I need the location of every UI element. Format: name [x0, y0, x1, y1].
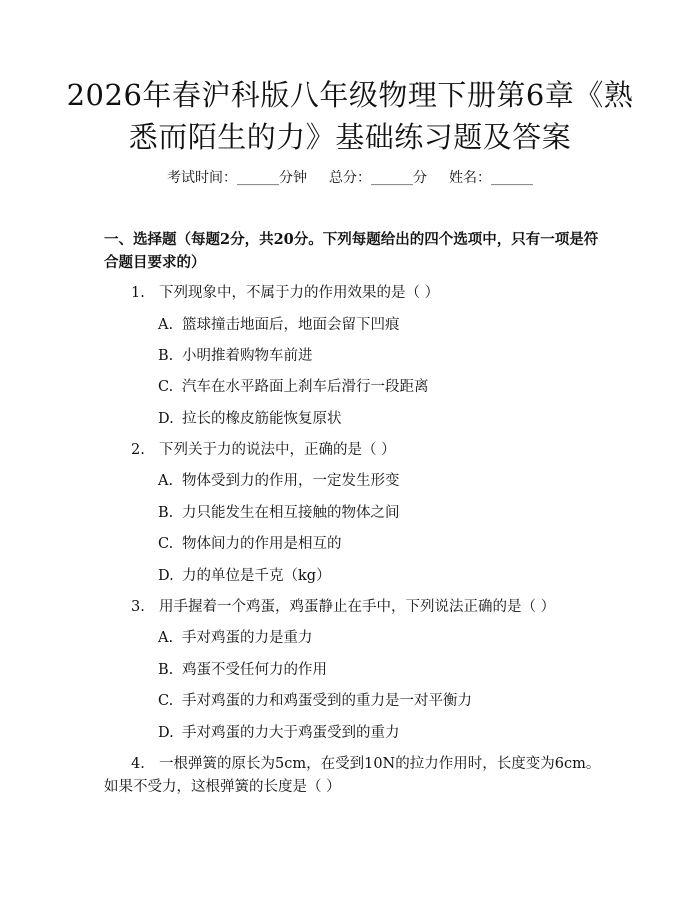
question-text: 下列现象中，不属于力的作用效果的是（ ）	[159, 285, 440, 301]
question-number: 1.	[131, 285, 145, 301]
exam-meta	[0, 168, 700, 188]
option-text: 物体受到力的作用，一定发生形变	[182, 473, 400, 489]
option-text: 小明推着购物车前进	[182, 348, 313, 364]
option-1b	[158, 345, 598, 368]
option-letter: C.	[158, 536, 174, 552]
option-text: 物体间力的作用是相互的	[182, 536, 342, 552]
option-text: 手对鸡蛋的力和鸡蛋受到的重力是一对平衡力	[182, 693, 472, 709]
option-text: 力只能发生在相互接触的物体之间	[182, 505, 400, 521]
option-letter: B.	[158, 505, 174, 521]
option-letter: A.	[158, 473, 174, 489]
option-3b	[158, 659, 598, 682]
question-text: 一根弹簧的原长为5cm，在受到10N的拉力作用时，长度变为6cm。如果不受力，这根弹簧的长度是（ ）	[104, 756, 601, 795]
option-letter: C.	[158, 379, 174, 395]
option-letter: A.	[158, 317, 174, 333]
option-3a	[158, 627, 598, 650]
option-1c	[158, 376, 598, 399]
question-number: 3.	[131, 599, 145, 615]
option-text: 手对鸡蛋的力大于鸡蛋受到的重力	[182, 725, 400, 741]
option-letter: A.	[158, 630, 174, 646]
option-2d	[158, 565, 598, 588]
student-name-label: 姓名：______	[449, 170, 533, 186]
option-1d	[158, 408, 598, 431]
option-2b	[158, 502, 598, 525]
question-number: 4.	[131, 756, 145, 772]
option-text: 篮球撞击地面后，地面会留下凹痕	[182, 317, 400, 333]
option-1a	[158, 314, 598, 337]
option-2a	[158, 470, 598, 493]
option-letter: B.	[158, 348, 174, 364]
option-text: 鸡蛋不受任何力的作用	[182, 662, 327, 678]
question-number: 2.	[131, 442, 145, 458]
option-letter: B.	[158, 662, 174, 678]
option-3c	[158, 690, 598, 713]
option-2c	[158, 533, 598, 556]
question-text: 用手握着一个鸡蛋，鸡蛋静止在手中，下列说法正确的是（ ）	[159, 599, 556, 615]
option-letter: D.	[158, 568, 174, 584]
total-score-label: 总分：______分	[329, 170, 427, 186]
section-header-multiple-choice: 一、选择题（每题2分，共20分。下列每题给出的四个选项中，只有一项是符合题目要求的）	[104, 231, 599, 271]
option-text: 手对鸡蛋的力是重力	[182, 630, 313, 646]
option-letter: C.	[158, 693, 174, 709]
exam-time-label: 考试时间：______分钟	[167, 170, 307, 186]
option-text: 力的单位是千克（kg）	[182, 568, 331, 584]
question-1	[131, 282, 601, 305]
option-text: 汽车在水平路面上刹车后滑行一段距离	[182, 379, 429, 395]
question-2	[131, 439, 601, 462]
option-3d	[158, 722, 598, 745]
question-3	[131, 596, 601, 619]
document-title: 2026年春沪科版八年级物理下册第6章《熟悉而陌生的力》基础练习题及答案	[66, 78, 634, 154]
option-letter: D.	[158, 725, 174, 741]
option-text: 拉长的橡皮筋能恢复原状	[182, 411, 342, 427]
option-letter: D.	[158, 411, 174, 427]
question-text: 下列关于力的说法中，正确的是（ ）	[159, 442, 396, 458]
question-4	[104, 753, 604, 799]
